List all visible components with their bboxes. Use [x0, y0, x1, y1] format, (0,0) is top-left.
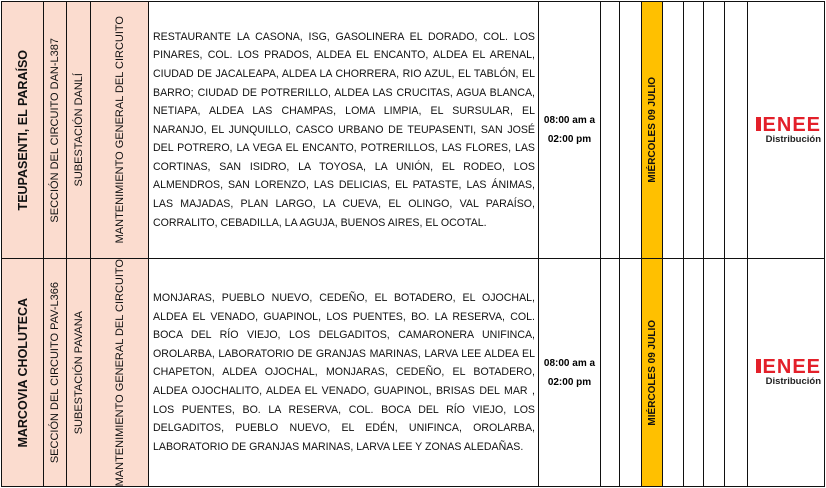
location: MARCOVIA CHOLUTECA	[15, 297, 30, 448]
time-cell	[539, 2, 601, 259]
section-cell	[44, 259, 67, 487]
empty-cell	[620, 2, 642, 259]
affected-areas: RESTAURANTE LA CASONA, ISG, GASOLINERA EL DORADO, COL. LOS PINARES, COL. LOS PRADOS, ALDEA EL ENCANTO, ALDEA EL ARENAL, CIUDAD DE JACALEAPA, ALDEA LA CHORRERA, RIO AZUL, EL TABLÓN, EL BARRO; CIUDAD DE POTRERILLO, ALDEA LAS CRUCITAS, AGUA BLANCA, NETIAPA, ALDEA LAS CHAMPAS, LOMA LIMPIA, EL SURSULAR, EL NARANJO, EL JUNQUILLO, CASCO URBANO DE TEUPASENTI, SAN JOSÉ DEL POTRERO, LA VEGA EL ENCANTO, POTRERILLOS, LAS FLORES, LAS CORTINAS, SAN ISIDRO, LA TOYOSA, LA UNIÓN, EL RODEO, LOS ALMENDROS, SAN LORENZO, LAS DELICIAS, EL PATASTE, LAS ÁNIMAS, LAS MAJADAS, PLAN LARGO, LA CUEVA, EL OLINGO, VAL PARAÍSO, CORRALITO, CEBADILLA, LA AGUJA, BUENOS AIRES, EL OCOTAL.	[153, 30, 535, 229]
location: TEUPASENTI, EL PARAÍSO	[15, 49, 30, 211]
logo-cell	[748, 2, 825, 259]
time-end: 02:00 pm	[547, 134, 592, 145]
substation-cell	[67, 259, 91, 487]
empty-cell	[704, 259, 725, 487]
enee-logo	[748, 113, 824, 145]
empty-cell	[725, 259, 748, 487]
circuit-section: SECCIÓN DEL CIRCUITO DAN-L387	[49, 37, 61, 223]
day-cell	[642, 2, 663, 259]
logo-mark-icon	[756, 117, 761, 131]
empty-cell	[704, 2, 725, 259]
logo-mark-icon	[756, 359, 761, 373]
empty-cell	[620, 259, 642, 487]
substation: SUBESTACIÓN PAVANA	[72, 311, 85, 435]
empty-cell	[684, 259, 704, 487]
time-start: 08:00 am a	[543, 357, 596, 369]
areas-cell	[149, 2, 539, 259]
time-start: 08:00 am a	[543, 115, 596, 126]
day: MIÉRCOLES 09 JULIO	[646, 77, 658, 183]
empty-cell	[725, 2, 748, 259]
day-cell	[642, 259, 663, 487]
circuit-section: SECCIÓN DEL CIRCUITO PAV-L366	[49, 282, 61, 464]
section-cell	[44, 2, 67, 259]
work-cell	[91, 2, 149, 259]
outage-schedule-table	[1, 1, 825, 487]
location-cell	[2, 259, 44, 487]
work-type: MANTENIMIENTO GENERAL DEL CIRCUITO	[113, 16, 126, 244]
affected-areas: MONJARAS, PUEBLO NUEVO, CEDEÑO, EL BOTADERO, EL OJOCHAL, ALDEA EL VENADO, GUAPINOL, LOS PUENTES, BO. LA RESERVA, COL. BOCA DEL RÍO VIEJO, LOS DELGADITOS, CAMARONERA UNIFINCA, OROLARBA, LABORATORIO DE GRANJAS MARINAS, LARVA LEE ALDEA EL CHAPETON, ALDEA OJOCHAL, MONJARAS, CEDEÑO, EL BOTADERO, ALDEA OJOCHALITO, ALDEA EL VENADO, GUAPINOL, BRISAS DEL MAR , LOS PUENTES, BO. LA RESERVA, COL. BOCA DEL RÍO VIEJO, LOS DELGADITOS, PUEBLO NUEVO, EL EDÉN, UNIFINCA, OROLARBA, LABORATORIO DE GRANJAS MARINAS, LARVA LEE Y ZONAS ALEDAÑAS.	[153, 292, 535, 453]
table-row	[2, 259, 825, 487]
empty-cell	[684, 2, 704, 259]
empty-cell	[601, 259, 620, 487]
logo-subtitle: Distribución	[765, 376, 821, 388]
empty-cell	[601, 2, 620, 259]
work-type: MANTENIMIENTO GENERAL DEL CIRCUITO	[113, 259, 126, 487]
time-cell	[539, 259, 601, 487]
work-cell	[91, 259, 149, 487]
location-cell	[2, 2, 44, 259]
empty-cell	[663, 259, 684, 487]
substation: SUBESTACIÓN DANLÍ	[72, 73, 85, 187]
enee-logo	[748, 358, 824, 387]
logo-cell	[748, 259, 825, 487]
time-end: 02:00 pm	[547, 376, 592, 388]
logo-text: ENEE	[762, 113, 821, 136]
day: MIÉRCOLES 09 JULIO	[646, 319, 658, 426]
logo-text: ENEE	[762, 356, 821, 379]
substation-cell	[67, 2, 91, 259]
table-row	[2, 2, 825, 259]
logo-subtitle: Distribución	[765, 133, 821, 145]
areas-cell	[149, 259, 539, 487]
empty-cell	[663, 2, 684, 259]
